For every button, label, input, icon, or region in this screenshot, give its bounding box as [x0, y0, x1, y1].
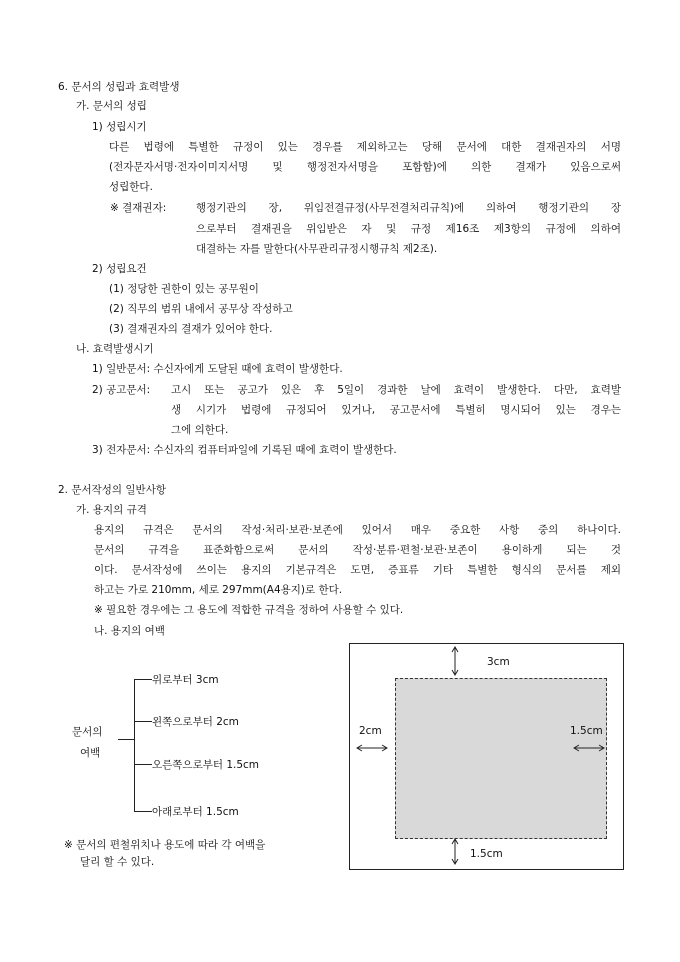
paragraph-line: (전자문자서명·전자이미지서명 및 행정전자서명을 포함함)에 의한 결재가 있음으로써: [109, 161, 621, 173]
note-line: 대결하는 자를 말한다(사무관리규정시행규칙 제2조).: [196, 243, 438, 255]
up-down-arrow-icon: [450, 646, 460, 676]
content-area: [395, 678, 607, 839]
up-down-arrow-icon: [450, 838, 460, 865]
tree-branch-left: 왼쪽으로부터 2cm: [152, 716, 239, 728]
tree-branch-top: 위로부터 3cm: [152, 674, 219, 686]
item-label: 2) 공고문서:: [92, 384, 151, 396]
paragraph-line: 용지의 규격은 문서의 작성·처리·보관·보존에 있어서 매우 중요한 사항 중의 하나이다.: [94, 524, 621, 536]
tree-connector: [134, 811, 152, 812]
tree-connector: [134, 764, 152, 765]
list-item: (1) 정당한 권한이 있는 공무원이: [109, 283, 259, 295]
right-margin-label: 1.5cm: [570, 725, 603, 737]
paragraph-line: 하고는 가로 210mm, 세로 297mm(A4용지)로 한다.: [94, 584, 343, 596]
note-line: 으로부터 결재권을 위임받은 자 및 규정 제16조 제3항의 규정에 의하여: [196, 223, 621, 235]
subsection-title: 가. 용지의 규격: [76, 504, 147, 516]
paragraph-line: 다른 법령에 특별한 규정이 있는 경우를 제외하고는 당해 문서에 대한 결재권자의 서명: [109, 141, 621, 153]
bottom-margin-label: 1.5cm: [470, 848, 503, 860]
item-title: 1) 성립시기: [92, 121, 147, 133]
subsection-title: 나. 효력발생시기: [76, 343, 154, 355]
note-line: ※ 필요한 경우에는 그 용도에 적합한 규격을 정하여 사용할 수 있다.: [94, 604, 404, 616]
paragraph-line: 고시 또는 공고가 있은 후 5일이 경과한 날에 효력이 발생한다. 다만, 효력발: [171, 384, 621, 396]
left-right-arrow-icon: [574, 743, 604, 753]
tree-branch-bottom: 아래로부터 1.5cm: [152, 806, 239, 818]
list-item: (3) 결재권자의 결재가 있어야 한다.: [109, 323, 273, 335]
paragraph-line: 문서의 규격을 표준화함으로써 문서의 작성·분류·편철·보관·보존이 용이하게 되는 것: [94, 544, 621, 556]
list-item: (2) 직무의 범위 내에서 공무상 작성하고: [109, 303, 293, 315]
section-title: 6. 문서의 성립과 효력발생: [58, 81, 180, 93]
list-item: 1) 일반문서: 수신자에게 도달된 때에 효력이 발생한다.: [92, 363, 343, 375]
paragraph-line: 생 시기가 법령에 규정되어 있거나, 공고문서에 특별히 명시되어 있는 경우는: [171, 404, 621, 416]
section-title: 2. 문서작성의 일반사항: [58, 484, 166, 496]
tree-branch-right: 오른쪽으로부터 1.5cm: [152, 759, 260, 771]
tree-connector: [134, 679, 152, 680]
tree-connector: [118, 739, 134, 740]
subsection-title: 가. 문서의 성립: [76, 100, 147, 112]
tree-connector: [134, 721, 152, 722]
tree-root-label: 여백: [80, 747, 101, 759]
tree-root-label: 문서의: [72, 726, 103, 738]
paragraph-line: 성립한다.: [109, 181, 153, 193]
paragraph-line: 그에 의한다.: [171, 424, 229, 436]
subsection-title: 나. 용지의 여백: [94, 625, 165, 637]
note-line: 행정기관의 장, 위임전결규정(사무전결처리규칙)에 의하여 행정기관의 장: [196, 202, 621, 214]
note-label: ※ 결재권자:: [110, 202, 167, 214]
tree-trunk: [134, 679, 135, 812]
list-item: 3) 전자문서: 수신자의 컴퓨터파일에 기록된 때에 효력이 발생한다.: [92, 444, 397, 456]
left-right-arrow-icon: [357, 743, 387, 753]
margin-note-line: ※ 문서의 편철위치나 용도에 따라 각 여백을: [64, 839, 266, 851]
top-margin-label: 3cm: [487, 656, 510, 668]
item-title: 2) 성립요건: [92, 263, 147, 275]
margin-note-line: 달리 할 수 있다.: [80, 856, 155, 868]
left-margin-label: 2cm: [359, 725, 382, 737]
paragraph-line: 이다. 문서작성에 쓰이는 용지의 기본규격은 도면, 증표류 기타 특별한 형식의 문서를 제외: [94, 564, 621, 576]
